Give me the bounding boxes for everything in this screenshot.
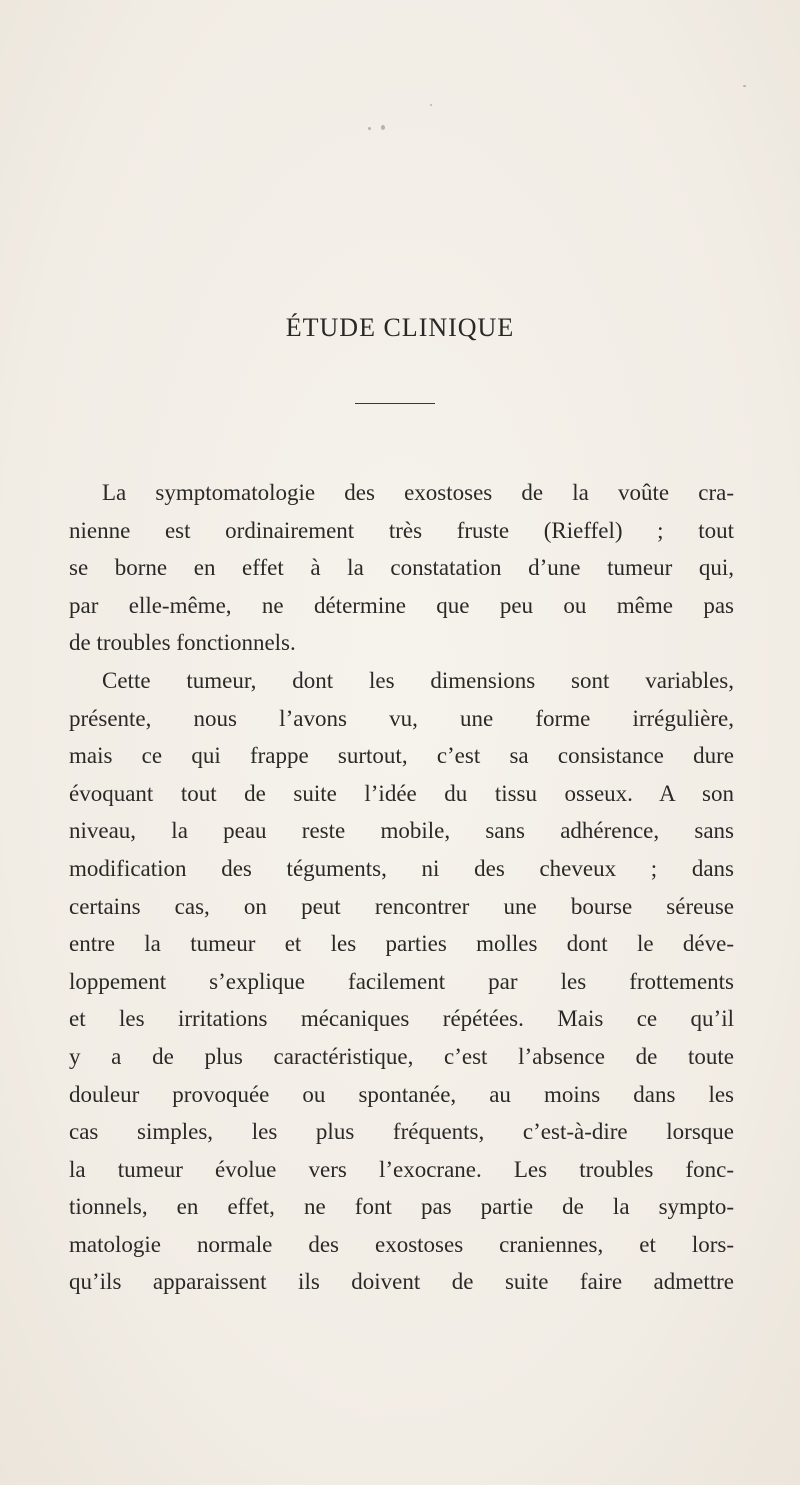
text-line: Cette tumeur, dont les dimensions sont variables, — [102, 667, 734, 693]
paper-speck — [430, 104, 432, 106]
text-line: évoquant tout de suite l’idée du tissu osseux. A son — [69, 780, 734, 806]
text-line: La symptomatologie des exostoses de la voûte cra- — [102, 480, 734, 505]
text-line: niveau, la peau reste mobile, sans adhérence, sans — [69, 818, 734, 844]
text-line: loppement s’explique facilement par les frottements — [69, 968, 734, 994]
text-line: se borne en effet à la constatation d’une tumeur qui, — [69, 555, 734, 581]
paper-speck — [381, 125, 385, 130]
text-line: la tumeur évolue vers l’exocrane. Les troubles fonc- — [69, 1156, 734, 1182]
text-line: présente, nous l’avons vu, une forme irrégulière, — [69, 705, 734, 731]
text-line: entre la tumeur et les parties molles dont le déve- — [69, 931, 734, 957]
text-line: nienne est ordinairement très fruste (Rieffel) ; tout — [69, 517, 734, 543]
paper-speck — [368, 127, 371, 130]
body-paragraphs — [69, 474, 734, 1301]
text-line: qu’ils apparaissent ils doivent de suite faire admettre — [69, 1269, 734, 1295]
text-line: modification des téguments, ni des cheveux ; dans — [69, 855, 734, 881]
text-line: tionnels, en effet, ne font pas partie de la sympto- — [69, 1194, 734, 1220]
title-divider — [355, 403, 435, 404]
text-line: y a de plus caractéristique, c’est l’absence de toute — [69, 1043, 734, 1069]
text-line: et les irritations mécaniques répétées. Mais ce qu’il — [69, 1006, 734, 1032]
text-line: douleur provoquée ou spontanée, au moins dans les — [69, 1081, 734, 1107]
paper-speck — [743, 85, 746, 87]
text-line: cas simples, les plus fréquents, c’est-à-dire lorsque — [69, 1119, 734, 1145]
text-line: matologie normale des exostoses craniennes, et lors- — [69, 1231, 734, 1257]
text-line: mais ce qui frappe surtout, c’est sa consistance dure — [69, 743, 734, 769]
text-line: certains cas, on peut rencontrer une bourse séreuse — [69, 893, 734, 919]
text-line: par elle-même, ne détermine que peu ou même pas — [69, 592, 734, 618]
text-line: de troubles fonctionnels. — [69, 630, 296, 656]
chapter-title: ÉTUDE CLINIQUE — [285, 313, 515, 342]
